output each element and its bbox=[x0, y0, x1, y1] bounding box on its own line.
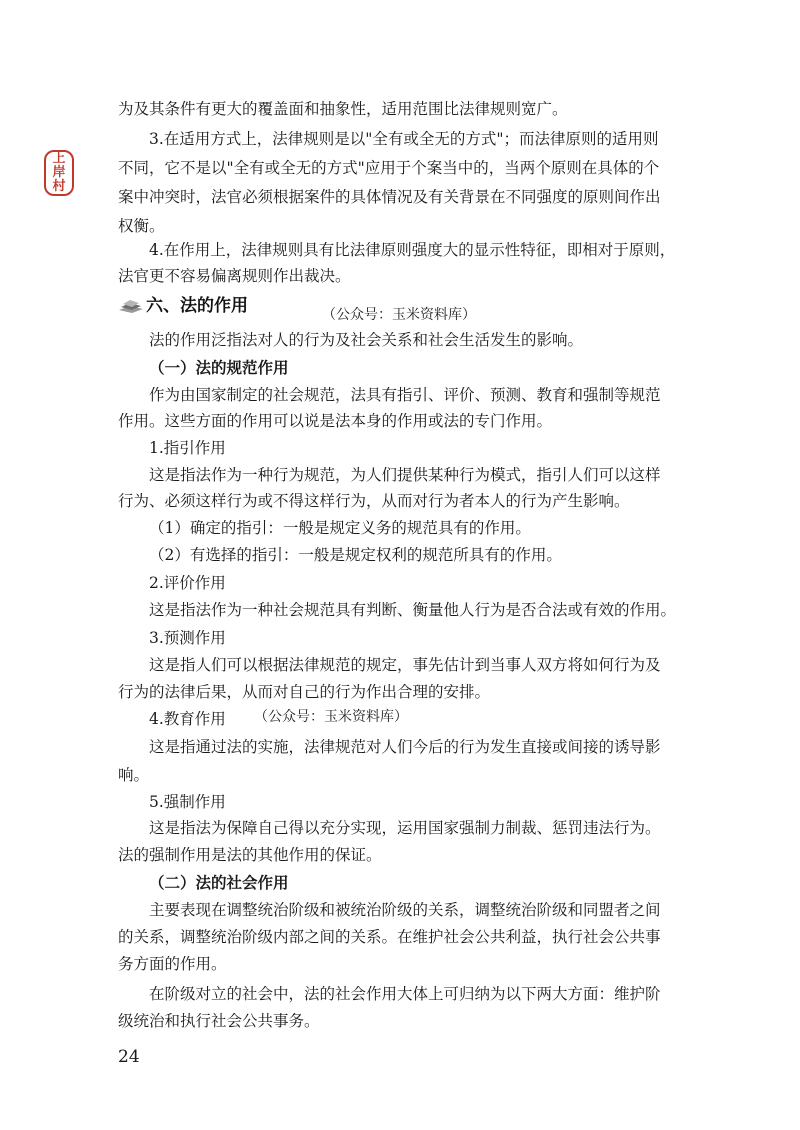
body-line: （2）有选择的指引：一般是规定权利的规范所具有的作用。 bbox=[149, 546, 562, 564]
book-icon bbox=[118, 296, 144, 314]
watermark-note: （公众号：玉米资料库） bbox=[254, 709, 408, 725]
body-line: 这是指法作为一种行为规范，为人们提供某种行为模式，指引人们可以这样 bbox=[149, 466, 661, 484]
body-line: 这是指法为保障自己得以充分实现，运用国家强制力制裁、惩罚违法行为。 bbox=[149, 819, 661, 837]
list-heading: 3.预测作用 bbox=[149, 629, 226, 647]
body-line: 法的作用泛指法对人的行为及社会关系和社会生活发生的影响。 bbox=[149, 331, 584, 349]
section-heading bbox=[118, 294, 248, 318]
body-line: 这是指法作为一种社会规范具有判断、衡量他人行为是否合法或有效的作用。 bbox=[149, 601, 677, 619]
list-heading: 1.指引作用 bbox=[149, 439, 226, 457]
body-line: 为及其条件有更大的覆盖面和抽象性，适用范围比法律规则宽广。 bbox=[118, 100, 568, 118]
body-line: 作用。这些方面的作用可以说是法本身的作用或法的专门作用。 bbox=[118, 412, 553, 430]
page-number: 24 bbox=[118, 1047, 140, 1067]
body-line: 主要表现在调整统治阶级和被统治阶级的关系，调整统治阶级和同盟者之间 bbox=[149, 901, 661, 919]
body-line: 这是指通过法的实施，法律规范对人们今后的行为发生直接或间接的诱导影 bbox=[149, 738, 661, 756]
watermark-note: （公众号：玉米资料库） bbox=[322, 307, 476, 323]
seal-stamp-logo bbox=[44, 150, 74, 196]
body-line: 级统治和执行社会公共事务。 bbox=[118, 1012, 320, 1030]
body-line: 法官更不容易偏离规则作出裁决。 bbox=[118, 267, 351, 285]
body-line: 行为、必须这样行为或不得这样行为，从而对行为者本人的行为产生影响。 bbox=[118, 492, 630, 510]
body-line: 的关系，调整统治阶级内部之间的关系。在维护社会公共利益，执行社会公共事 bbox=[118, 928, 661, 946]
seal-char: 上 bbox=[52, 151, 66, 166]
list-heading: 4.教育作用 bbox=[149, 710, 226, 728]
section-title: 六、法的作用 bbox=[146, 296, 248, 316]
body-line: 在阶级对立的社会中，法的社会作用大体上可归纳为以下两大方面：维护阶 bbox=[149, 985, 661, 1003]
body-line: 作为由国家制定的社会规范，法具有指引、评价、预测、教育和强制等规范 bbox=[149, 386, 661, 404]
body-line: 案中冲突时，法官必须根据案件的具体情况及有关背景在不同强度的原则间作出 bbox=[118, 188, 661, 206]
body-line: 4.在作用上，法律规则具有比法律原则强度大的显示性特征，即相对于原则， bbox=[149, 241, 676, 259]
subsection-heading: （一）法的规范作用 bbox=[149, 359, 289, 377]
body-line: 权衡。 bbox=[118, 217, 165, 235]
body-line: 不同，它不是以"全有或全无的方式"应用于个案当中的，当两个原则在具体的个 bbox=[118, 159, 660, 177]
body-line: 响。 bbox=[118, 766, 150, 784]
list-heading: 5.强制作用 bbox=[149, 793, 226, 811]
body-line: 法的强制作用是法的其他作用的保证。 bbox=[118, 846, 382, 864]
body-line: 务方面的作用。 bbox=[118, 955, 227, 973]
seal-char: 村 bbox=[52, 179, 66, 194]
seal-char: 岸 bbox=[52, 165, 66, 180]
body-line: 行为的法律后果，从而对自己的行为作出合理的安排。 bbox=[118, 683, 491, 701]
body-line: 这是指人们可以根据法律规范的规定，事先估计到当事人双方将如何行为及 bbox=[149, 656, 661, 674]
subsection-heading: （二）法的社会作用 bbox=[149, 874, 289, 892]
body-line: 3.在适用方式上，法律规则是以"全有或全无的方式"；而法律原则的适用则 bbox=[149, 130, 659, 148]
body-line: （1）确定的指引：一般是规定义务的规范具有的作用。 bbox=[149, 519, 531, 537]
list-heading: 2.评价作用 bbox=[149, 574, 226, 592]
